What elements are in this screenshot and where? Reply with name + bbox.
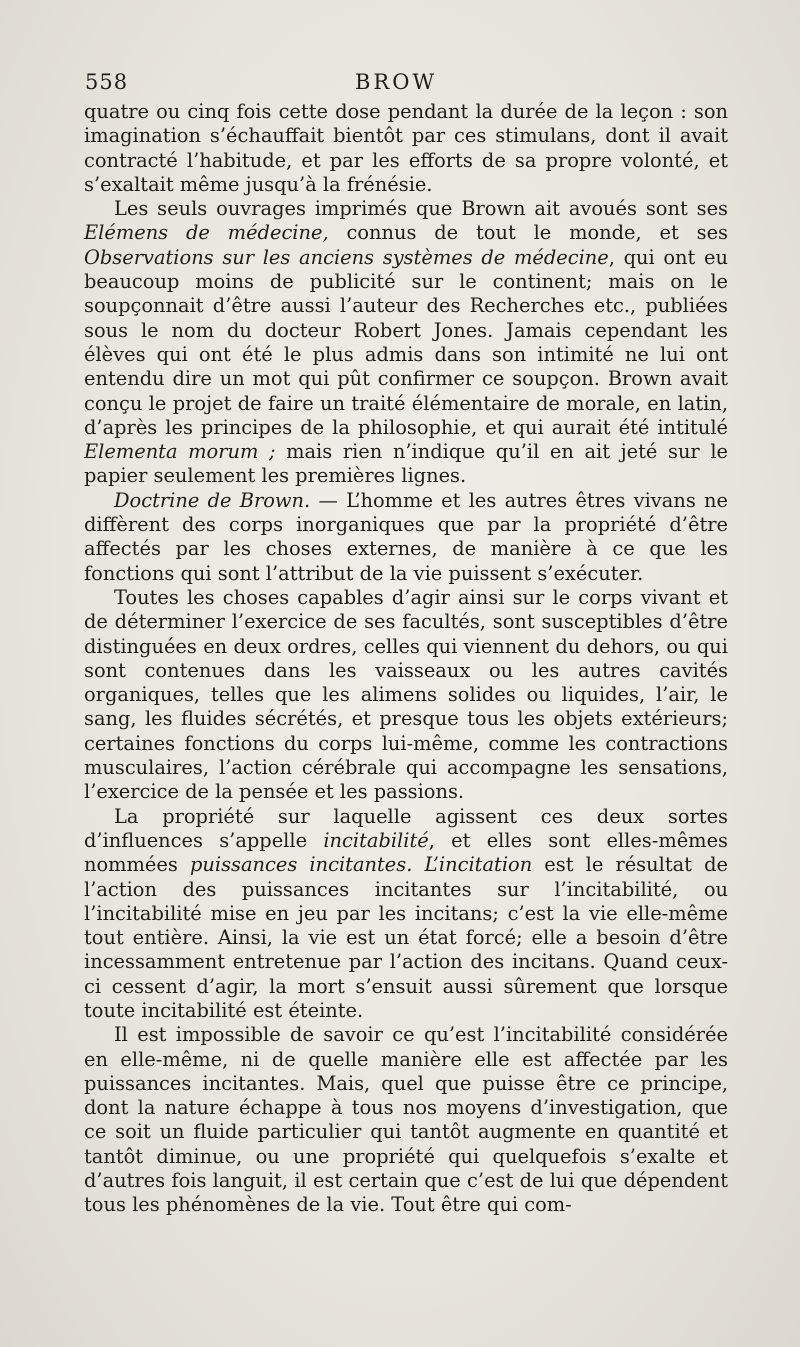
body-text — [84, 100, 728, 1218]
text-run: connus de tout le monde, et ses — [328, 221, 728, 245]
paragraph-works — [84, 197, 728, 489]
text-run: Toutes les choses capables d’agir ainsi sur le corps vivant et de déterminer l’exercice de ses facultés, sont susceptibles d’être distinguées en deux ordres, celles qui viennent du dehors, ou qui sont contenues dans les vaisseaux ou les autres cavités organiques, telles que les alimens solides ou liquides, l’air, le sang, les fluides sécrétés, et presque tous les objets extérieurs; certaines fonctions du corps lui-même, comme les contractions musculaires, l’action cérébrale qui accompagne les sensations, l’exercice de la pensée et les passions. — [84, 585, 728, 804]
text-run: Les seuls ouvrages imprimés que Brown ait avoués sont ses — [114, 197, 728, 221]
running-head: BROW — [355, 70, 438, 94]
text-run: quatre ou cinq fois cette dose pendant la durée de la leçon : son imagination s’échauffait bientôt par ces stimulans, dont il avait contracté l’habitude, et par les efforts de sa propre volonté, et s’exaltait même jusqu’à la frénésie. — [84, 100, 728, 196]
section-heading: Doctrine de Brown. — [114, 488, 311, 512]
paragraph-doctrine — [84, 489, 728, 586]
text-run: , et elles sont elles-mêmes nommées — [84, 828, 728, 877]
text-run: mais rien n’indique qu’il en ait jeté sur le papier seulement les premières lignes. — [84, 440, 728, 488]
paragraph-powers — [84, 586, 728, 805]
italic-title: Elementa morum ; — [84, 440, 276, 464]
paragraph-incitability — [84, 805, 728, 1024]
text-run: Il est impossible de savoir ce qu’est l’incitabilité considérée en elle-même, ni de quelle manière elle est affectée par les puissances incitantes. Mais, quel que puisse être ce principe, dont la nature échappe à tous nos moyens d’investigation, que ce soit un fluide particulier qui tantôt augmente en quantité et tantôt diminue, ou une propriété qui quelquefois s’exalte et d’autres fois languit, il est certain que c’est de lui que dépendent tous les phénomènes de la vie. Tout être qui com- — [84, 1023, 728, 1217]
italic-title: Elémens de médecine, — [84, 221, 329, 245]
text-run: est le résultat de l’action des puissances incitantes sur l’incitabilité, ou l’incitabilité mise en jeu par les incitans; c’est la vie elle-même tout entière. Ainsi, la vie est un état forcé; elle a besoin d’être incessamment entretenue par l’action des incitans. Quand ceux-ci cessent d’agir, la mort s’ensuit aussi sûrement que lorsque toute incitabilité est éteinte. — [84, 853, 728, 1022]
text-run: , qui ont eu beaucoup moins de publicité sur le continent; mais on le soupçonnait d’être aussi l’auteur des Recherches etc., publiées sous le nom du docteur Robert Jones. Jamais cependant les élèves qui ont été le plus admis dans son intimité ne lui ont entendu dire un mot qui pût confirmer ce soupçon. Brown avait conçu le projet de faire un traité élémentaire de morale, en latin, d’après les principes de la philosophie, et qui aurait été intitulé — [84, 245, 728, 439]
italic-term: incitabilité — [323, 828, 429, 852]
text-run: La propriété sur laquelle agissent ces deux sortes d’influences s’appelle — [84, 804, 728, 852]
paragraph-continued — [84, 100, 728, 197]
page-number: 558 — [85, 70, 129, 94]
italic-title: Observations sur les anciens systèmes de médecine — [84, 245, 609, 269]
italic-term: L’incitation — [424, 853, 533, 877]
text-run — [412, 853, 424, 876]
text-run: — L’homme et les autres êtres vivans ne diffèrent des corps inorganiques que par la propriété d’être affectés par les choses externes, de manière à ce que les fonctions qui sont l’attribut de la vie puissent s’exécuter. — [84, 488, 728, 585]
paragraph-nature — [84, 1023, 728, 1217]
italic-term: puissances incitantes. — [189, 853, 413, 877]
page-header — [85, 70, 730, 96]
